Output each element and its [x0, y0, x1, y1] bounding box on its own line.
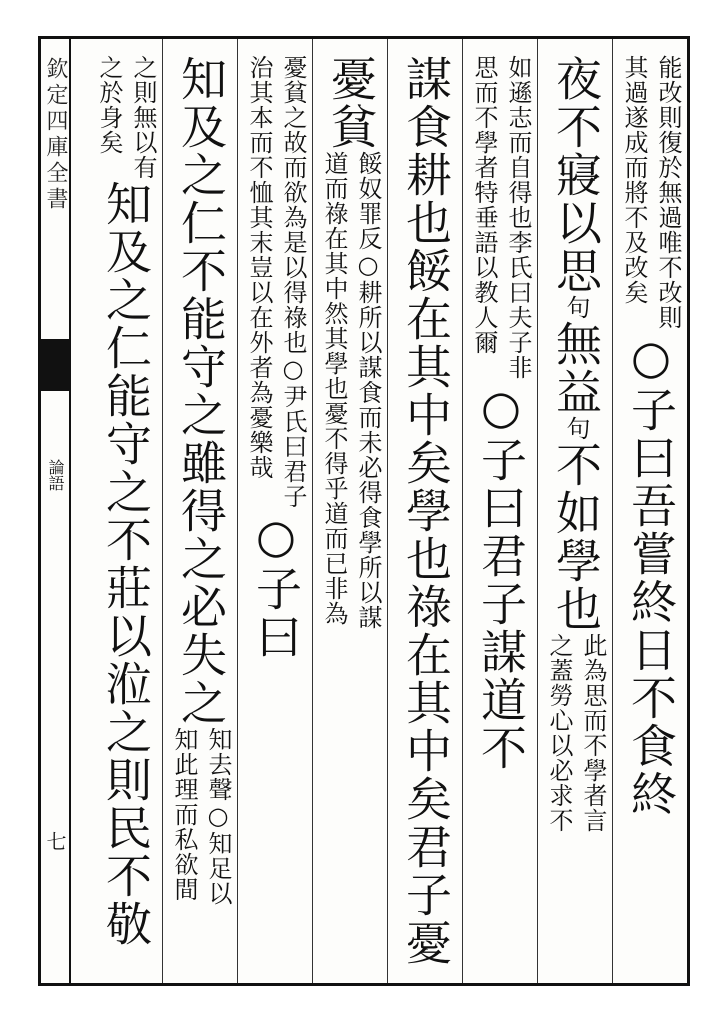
commentary-line: 其過遂成而將不及改矣 — [620, 55, 648, 305]
commentary-line: 知此理而私欲間 — [170, 727, 198, 902]
commentary-block — [542, 633, 610, 833]
main-text: 不如學也 — [549, 441, 603, 633]
text-columns — [71, 39, 687, 983]
text-column — [237, 39, 312, 983]
margin-section-title: 論語 — [46, 459, 65, 491]
commentary-block — [317, 151, 385, 630]
commentary-line: 之蓋勞心以必求不 — [545, 633, 573, 833]
commentary-line: 道而祿在其中然其學也憂不得乎道而已非為 — [320, 151, 348, 626]
margin-page-number: 七 — [43, 831, 67, 851]
book-page — [38, 36, 690, 986]
main-text: 知及之仁不能守之雖得之必失之 — [174, 55, 228, 727]
commentary-line: 之於身矣 — [95, 55, 123, 155]
main-text: 謀食耕也餒在其中矣學也祿在其中矣君子憂 — [399, 55, 453, 967]
commentary-line: 治其本而不恤其末豈以在外者為憂樂哉 — [245, 55, 273, 480]
text-column — [387, 39, 462, 983]
commentary-line: 此為思而不學者言 — [579, 633, 607, 833]
commentary-line: 如遜志而自得也李氏曰夫子非 — [504, 55, 532, 380]
commentary-block — [617, 55, 685, 330]
main-text: ○子曰君子謀道不 — [474, 380, 528, 772]
margin-book-title: 欽定四庫全書 — [43, 57, 68, 213]
text-column — [87, 39, 162, 983]
commentary-block — [167, 727, 235, 906]
commentary-block — [467, 55, 535, 380]
text-column — [537, 39, 612, 983]
small-note: 句 — [562, 295, 590, 320]
commentary-line: 知去聲○知足以 — [204, 727, 232, 906]
commentary-line: 之則無以有 — [129, 55, 157, 180]
main-text: ○子曰吾嘗終日不食終 — [624, 330, 678, 818]
text-column — [612, 39, 687, 983]
fishtail-mark — [41, 339, 69, 391]
page-margin — [41, 39, 71, 983]
main-text: 夜不寢以思 — [549, 55, 603, 295]
commentary-line: 能改則復於無過唯不改則 — [654, 55, 682, 330]
commentary-block — [242, 55, 310, 509]
main-text: ○子曰 — [249, 509, 303, 661]
main-text: 知及之仁能守之不莊以涖之則民不敬 — [99, 180, 153, 948]
text-column — [162, 39, 237, 983]
text-column — [312, 39, 387, 983]
commentary-line: 憂貧之故而欲為是以得祿也○尹氏曰君子 — [279, 55, 307, 509]
commentary-line: 餒奴罪反○耕所以謀食而未必得食學所以謀 — [354, 151, 382, 630]
commentary-block — [92, 55, 160, 180]
commentary-line: 思而不學者特垂語以教人爾 — [470, 55, 498, 355]
text-column — [462, 39, 537, 983]
main-text: 無益 — [549, 320, 603, 416]
small-note: 句 — [562, 416, 590, 441]
main-text: 憂貧 — [324, 55, 378, 151]
